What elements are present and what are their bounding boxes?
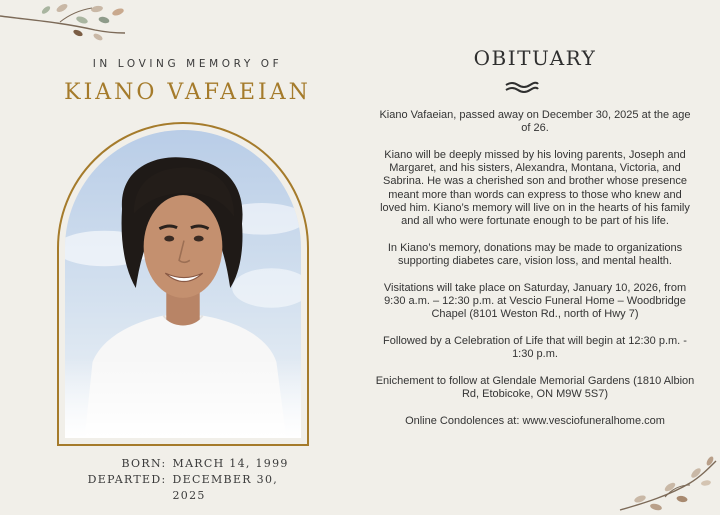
obituary-paragraph-donations: In Kiano’s memory, donations may be made to organizations supporting diabetes care, vision loss, and mental health. xyxy=(387,241,683,268)
departed-label: DEPARTED: xyxy=(87,473,167,486)
departed-row xyxy=(0,472,375,502)
deceased-name: KIANO VAFAEIAN xyxy=(64,80,311,105)
born-row xyxy=(0,456,375,472)
obituary-title: OBITUARY xyxy=(473,46,597,70)
born-label: BORN: xyxy=(121,457,167,470)
portrait-photo xyxy=(65,130,301,438)
obituary-paragraph-visitation: Visitations will take place on Saturday, January 10, 2026, from 9:30 a.m. – 12:30 p.m. at Vescio Funeral Home – Woodbridge Chapel (8101 Weston Rd., north of Hwy 7) xyxy=(383,281,687,321)
obituary-paragraph-interment: Enichement to follow at Glendale Memorial Gardens (1810 Albion Rd, Etobicoke, ON M9W 5S7) xyxy=(375,374,695,401)
obituary-paragraph-passing: Kiano Vafaeian, passed away on December 30, 2025 at the age of 26. xyxy=(379,109,691,135)
obituary-paragraph-celebration: Followed by a Celebration of Life that will begin at 12:30 p.m. - 1:30 p.m. xyxy=(383,335,687,361)
memory-line: IN LOVING MEMORY OF xyxy=(92,58,283,70)
portrait-frame xyxy=(57,122,309,446)
life-dates xyxy=(0,456,375,502)
born-value: MARCH 14, 1999 xyxy=(172,457,289,470)
olive-branch-icon xyxy=(610,455,720,515)
obituary-panel xyxy=(375,0,695,515)
obituary-paragraph-condolences: Online Condolences at: www.vesciofuneralhome.com xyxy=(405,414,665,427)
obituary-paragraph-family: Kiano will be deeply missed by his loving parents, Joseph and Margaret, and his sisters, Alexandra, Montana, Victoria, and Sabrina. He was a cherished son and brother whose presence meant more than words can express to those who knew and loved him. Kiano’s memory will live on in the hearts of his family and all who were fortunate enough to be part of his life. xyxy=(380,148,690,228)
departed-value: DECEMBER 30, 2025 xyxy=(172,473,279,502)
obituary-body xyxy=(375,109,695,441)
wave-divider-icon xyxy=(504,80,540,94)
